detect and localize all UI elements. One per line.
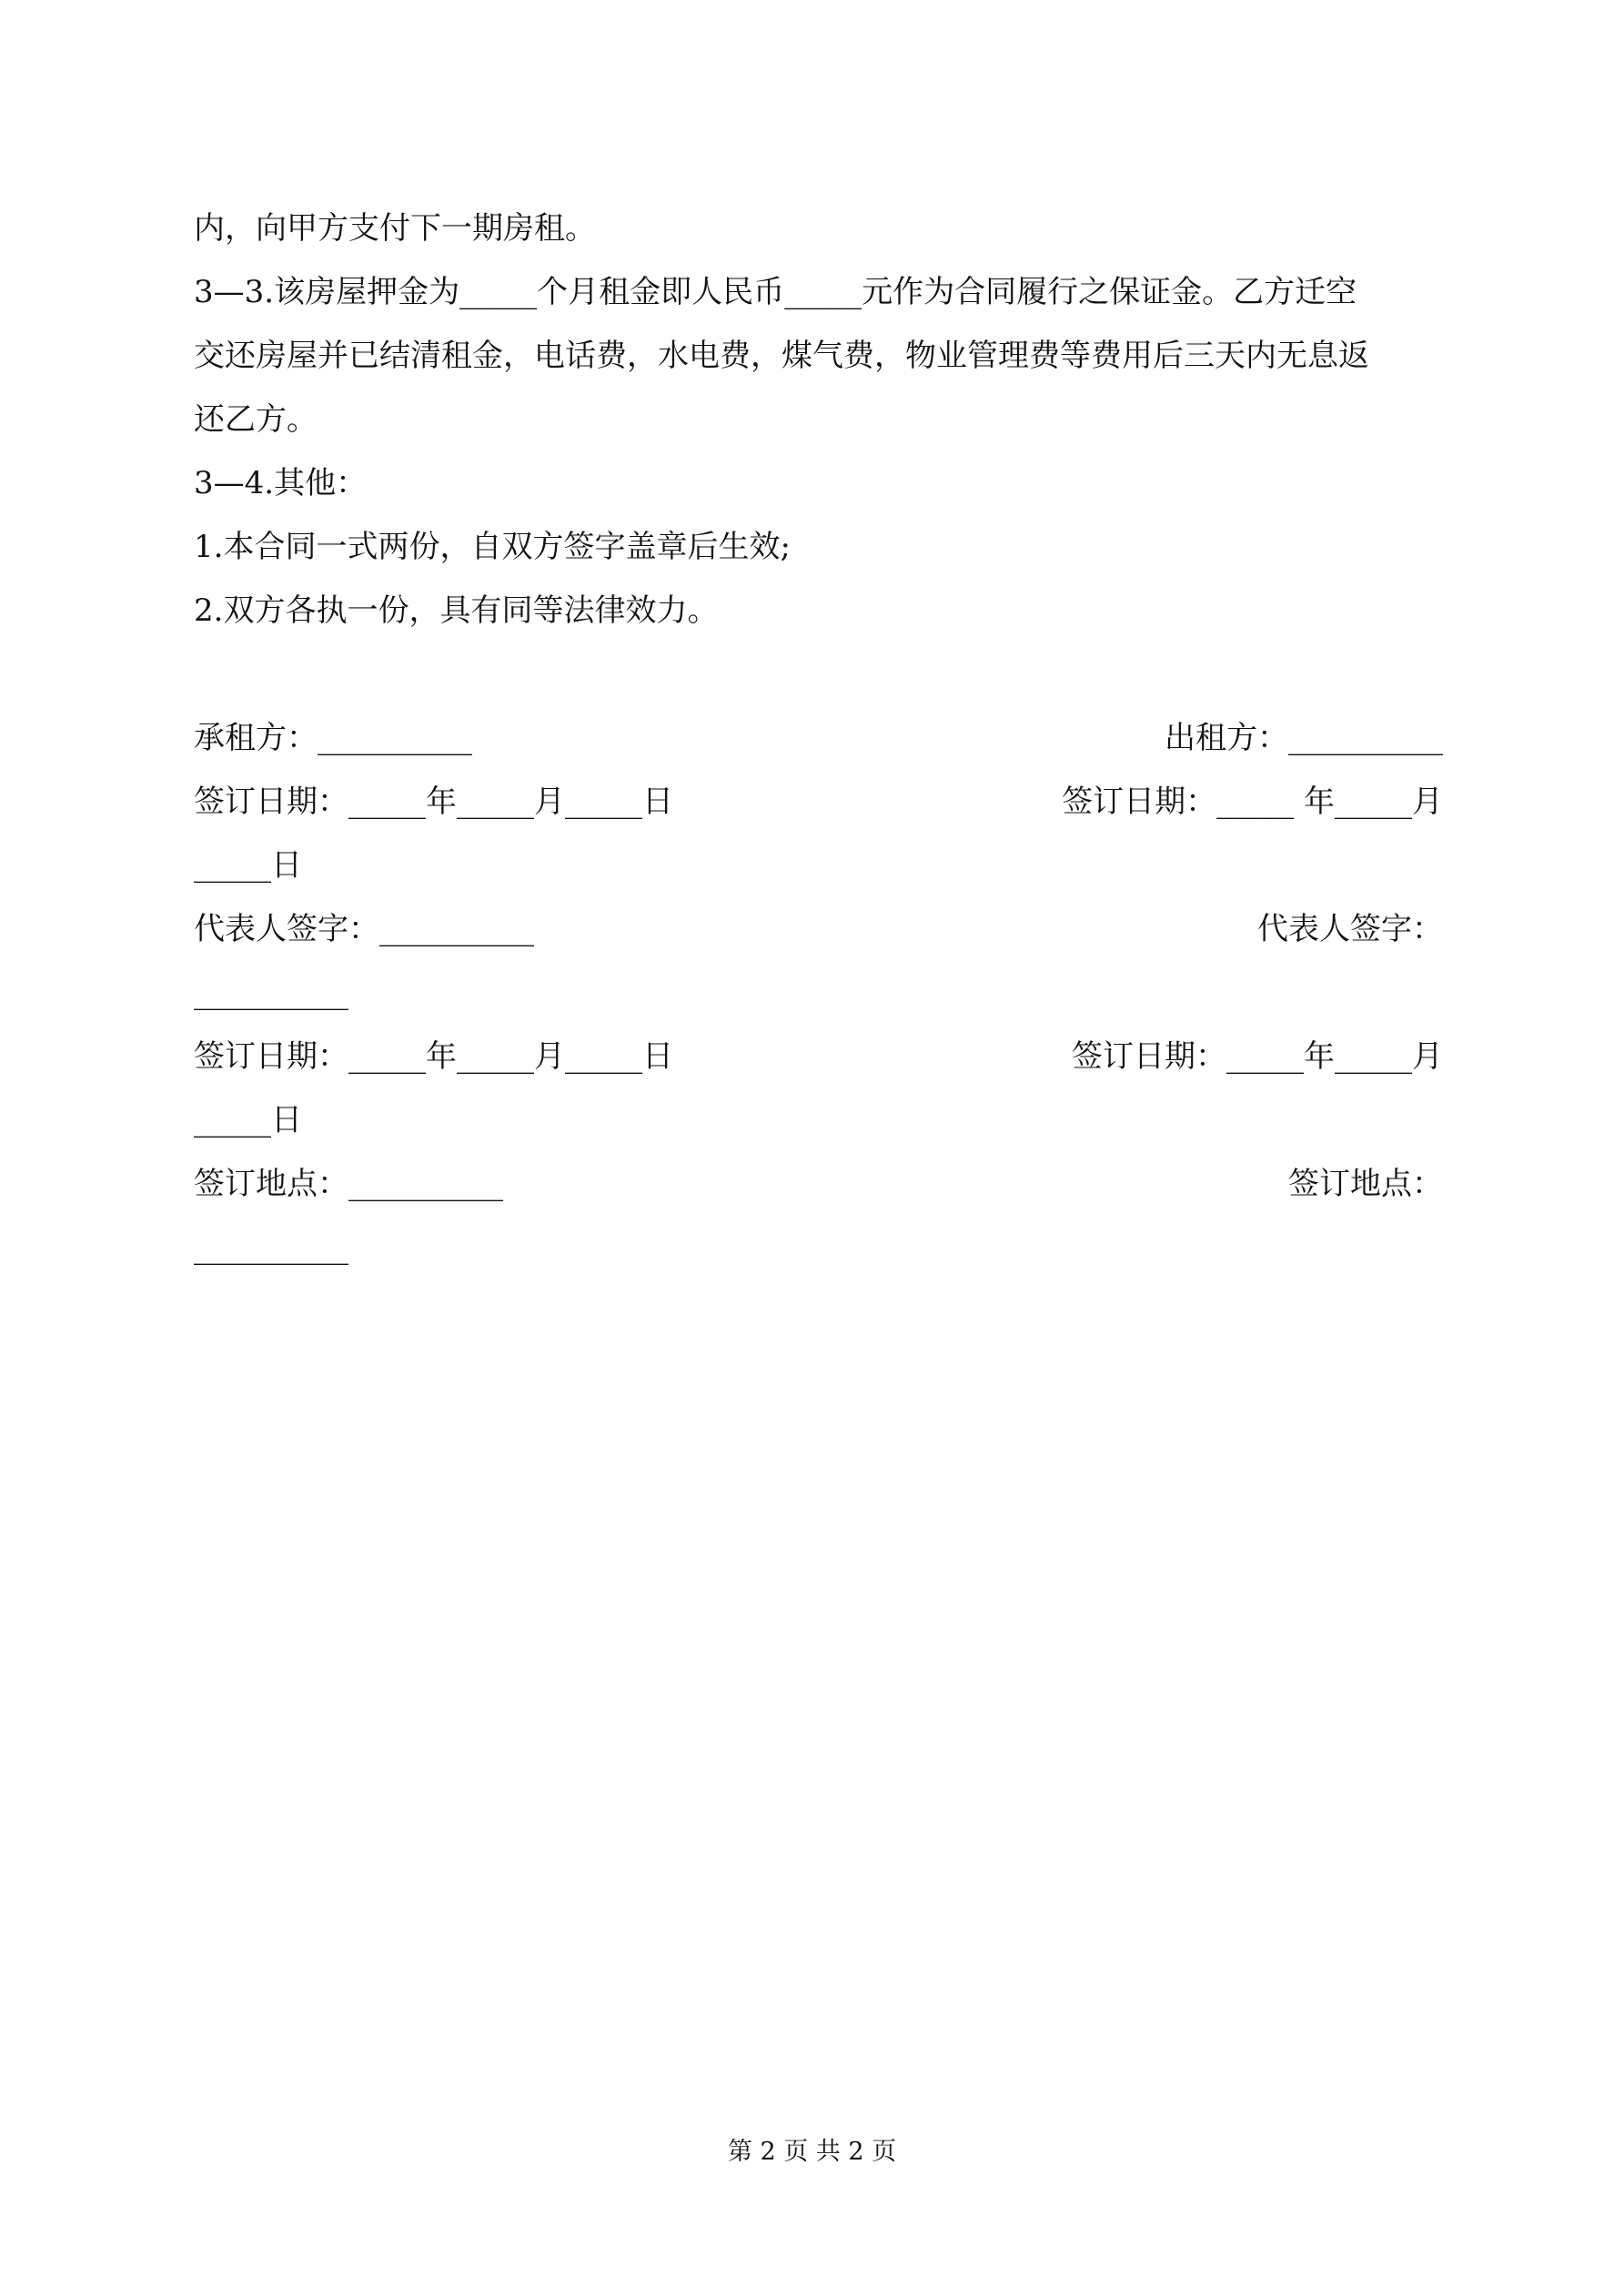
signing-date-right-1: 签订日期：_____ 年_____月 bbox=[1062, 784, 1443, 820]
signing-date-left-1: 签订日期：_____年_____月_____日 bbox=[194, 784, 673, 820]
signing-date-right-2: 签订日期：_____年_____月 bbox=[1072, 1038, 1443, 1075]
paragraph-other-heading: 3—4.其他： bbox=[194, 465, 368, 501]
paragraph-deposit-line3: 还乙方。 bbox=[194, 401, 318, 438]
paragraph-item-1: 1.本合同一式两份，自双方签字盖章后生效; bbox=[194, 529, 791, 565]
paragraph-deposit-line1: 3—3.该房屋押金为_____个月租金即人民币_____元作为合同履行之保证金。乙方迁空 bbox=[194, 274, 1357, 310]
signing-date-left-2: 签订日期：_____年_____月_____日 bbox=[194, 1038, 673, 1075]
landlord-label: 出租方：__________ bbox=[1165, 720, 1443, 756]
signing-date-wrap-2: _____日 bbox=[194, 1102, 302, 1138]
paragraph-deposit-line2: 交还房屋并已结清租金，电话费，水电费，煤气费，物业管理费等费用后三天内无息返 bbox=[194, 338, 1369, 374]
signing-date-wrap-1: _____日 bbox=[194, 847, 302, 884]
page-number-footer: 第 2 页 共 2 页 bbox=[727, 2138, 897, 2166]
paragraph-item-2: 2.双方各执一份，具有同等法律效力。 bbox=[194, 592, 719, 629]
signing-place-wrap: __________ bbox=[194, 1229, 348, 1266]
representative-right: 代表人签字： bbox=[1257, 911, 1443, 947]
tenant-label: 承租方：__________ bbox=[194, 720, 472, 756]
paragraph-rent-payment: 内，向甲方支付下一期房租。 bbox=[194, 210, 596, 247]
signing-place-right: 签订地点： bbox=[1288, 1166, 1443, 1202]
representative-left: 代表人签字：__________ bbox=[194, 911, 534, 947]
signing-place-row bbox=[194, 1164, 1443, 1324]
signing-place-left: 签订地点：__________ bbox=[194, 1166, 503, 1202]
representative-wrap: __________ bbox=[194, 975, 348, 1011]
